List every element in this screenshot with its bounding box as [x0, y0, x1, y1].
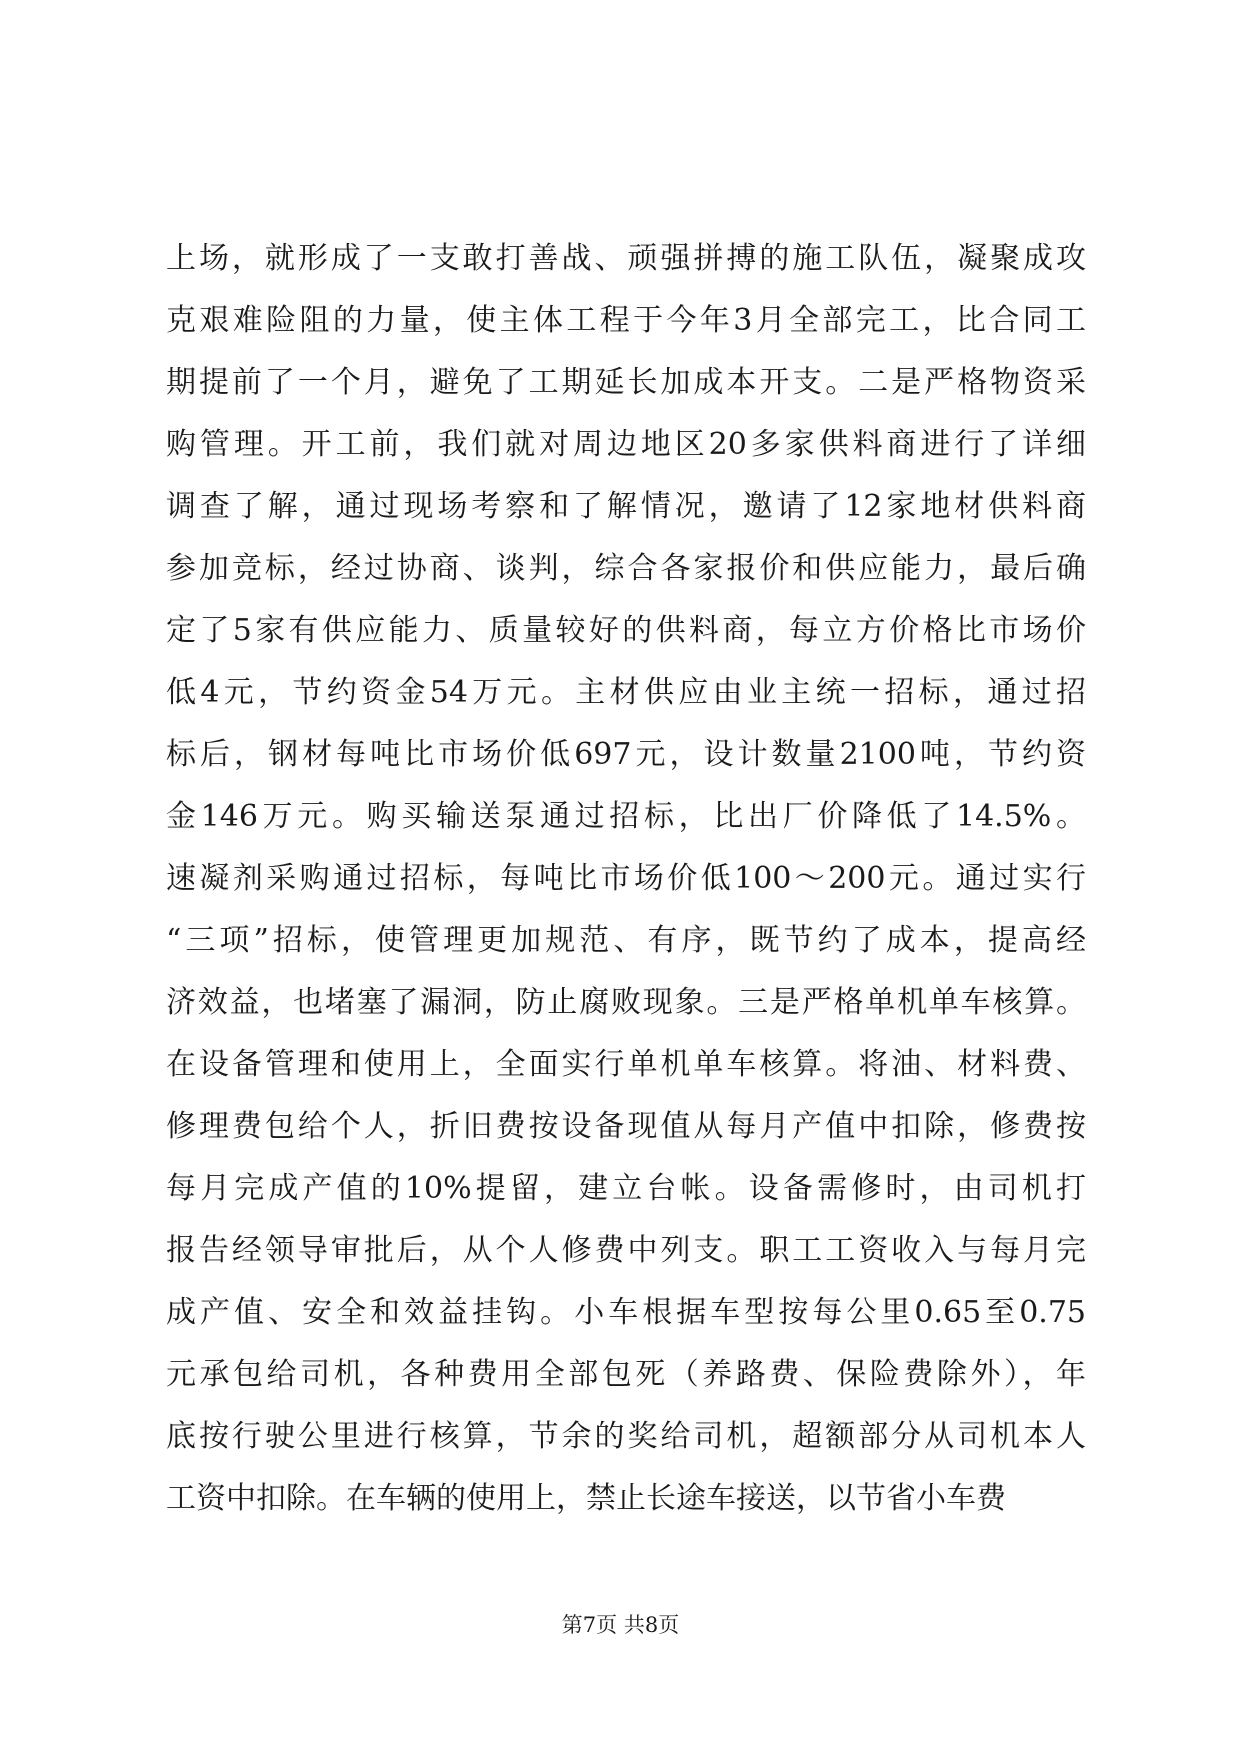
text-line: 速凝剂采购通过招标，每吨比市场价低100～200元。通过实行 [166, 861, 1086, 896]
text-line: 金146万元。购买输送泵通过招标，比出厂价降低了14.5%。 [166, 799, 1086, 834]
text-line: 济效益，也堵塞了漏洞，防止腐败现象。三是严格单机单车核算。 [166, 985, 1086, 1020]
text-line: 元承包给司机，各种费用全部包死（养路费、保险费除外），年 [166, 1357, 1086, 1392]
text-line: 克艰难险阻的力量，使主体工程于今年3月全部完工，比合同工 [166, 303, 1086, 338]
page-number-footer: 第7页 共8页 [561, 1613, 680, 1637]
text-line: 上场，就形成了一支敢打善战、顽强拼搏的施工队伍，凝聚成攻 [166, 241, 1086, 276]
text-line: 参加竞标，经过协商、谈判，综合各家报价和供应能力，最后确 [166, 551, 1086, 586]
text-line: 修理费包给个人，折旧费按设备现值从每月产值中扣除，修费按 [166, 1109, 1086, 1144]
text-line: 低4元，节约资金54万元。主材供应由业主统一招标，通过招 [166, 675, 1086, 710]
text-line: 工资中扣除。在车辆的使用上，禁止长途车接送，以节省小车费 [166, 1481, 1006, 1516]
text-line: 成产值、安全和效益挂钩。小车根据车型按每公里0.65至0.75 [166, 1295, 1086, 1330]
text-line: 在设备管理和使用上，全面实行单机单车核算。将油、材料费、 [166, 1047, 1086, 1082]
text-line: “三项”招标，使管理更加规范、有序，既节约了成本，提高经 [166, 923, 1086, 958]
text-line: 标后，钢材每吨比市场价低697元，设计数量2100吨，节约资 [166, 737, 1086, 772]
text-line: 报告经领导审批后，从个人修费中列支。职工工资收入与每月完 [166, 1233, 1086, 1268]
text-line: 每月完成产值的10%提留，建立台帐。设备需修时，由司机打 [166, 1171, 1086, 1206]
text-line: 购管理。开工前，我们就对周边地区20多家供料商进行了详细 [166, 427, 1086, 462]
text-line: 调查了解，通过现场考察和了解情况，邀请了12家地材供料商 [166, 489, 1086, 524]
body-paragraph [166, 228, 1086, 1530]
text-line: 定了5家有供应能力、质量较好的供料商，每立方价格比市场价 [166, 613, 1086, 648]
text-line: 底按行驶公里进行核算，节余的奖给司机，超额部分从司机本人 [166, 1419, 1086, 1454]
text-line: 期提前了一个月，避免了工期延长加成本开支。二是严格物资采 [166, 365, 1086, 400]
